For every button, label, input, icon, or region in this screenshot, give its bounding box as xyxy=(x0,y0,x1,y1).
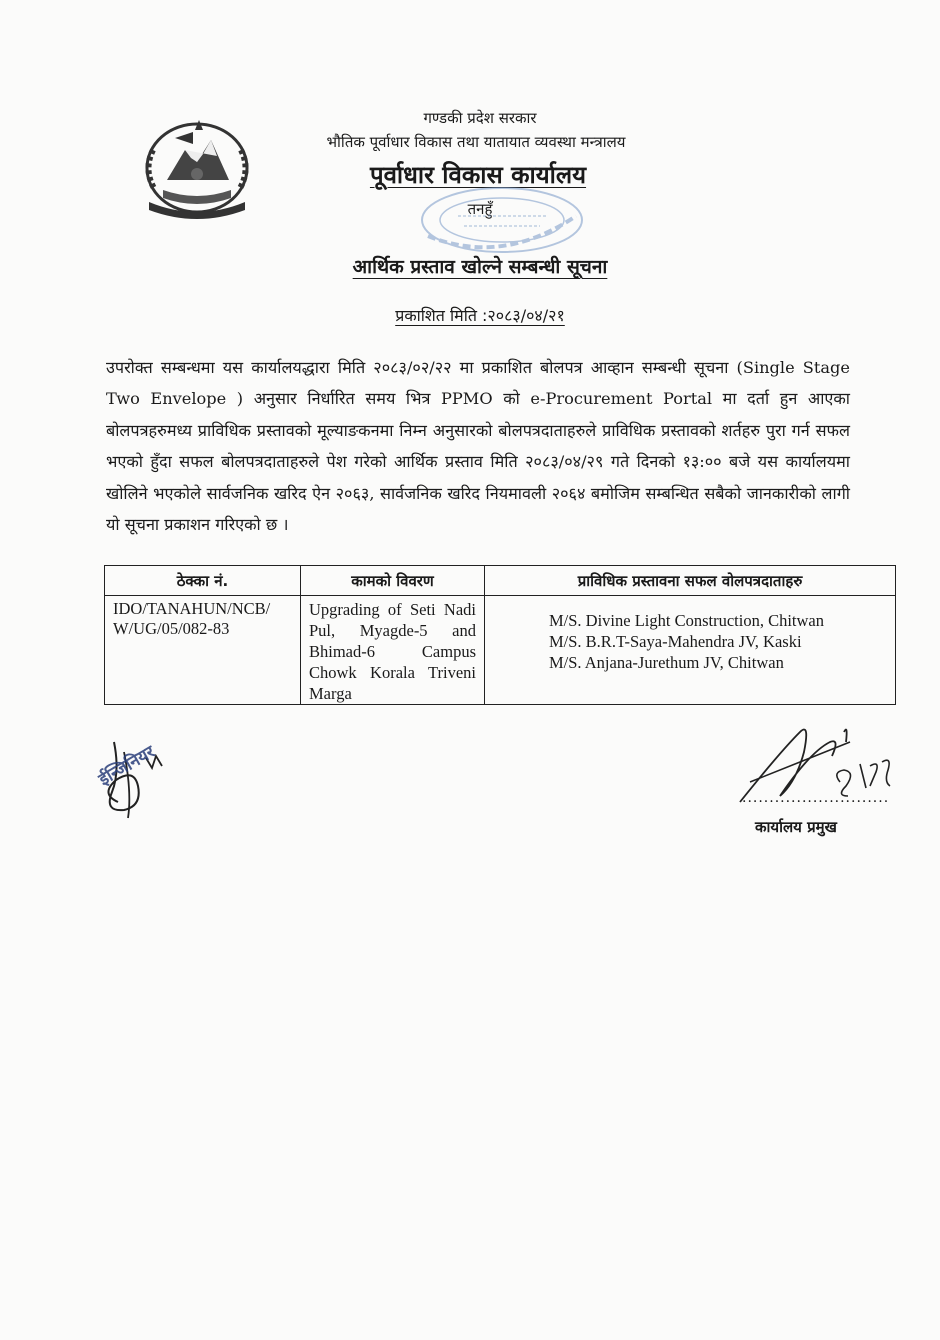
district-name: तनहुँ xyxy=(467,200,493,218)
bidder-item: M/S. Anjana-Jurethum JV, Chitwan xyxy=(549,653,784,672)
office-stamp-icon xyxy=(418,176,586,254)
successful-bidders xyxy=(485,596,896,705)
bidder-item: M/S. B.R.T-Saya-Mahendra JV, Kaski xyxy=(549,632,802,651)
engineer-signature-icon xyxy=(94,732,214,842)
header-work-description: कामको विवरण xyxy=(301,566,485,596)
contract-number-text: IDO/TANAHUN/NCB/W/UG/05/082-83 xyxy=(113,599,271,638)
work-description: Upgrading of Seti Nadi Pul, Myagde-5 and Bhimad-6 Campus Chowk Korala Triveni Marga xyxy=(301,596,485,705)
office-name: पूर्वाधार विकास कार्यालय xyxy=(369,161,587,189)
signature-dots: ........................... xyxy=(742,790,890,806)
ministry-name: भौतिक पूर्वाधार विकास तथा यातायात व्यवस्था मन्त्रालय xyxy=(326,133,626,151)
header-contract-no: ठेक्का नं. xyxy=(105,566,301,596)
contract-number xyxy=(105,596,301,705)
table-header-row xyxy=(105,566,896,596)
table-row xyxy=(105,596,896,705)
office-head-label: कार्यालय प्रमुख xyxy=(755,818,837,836)
government-name: गण्डकी प्रदेश सरकार xyxy=(423,109,537,127)
notice-body: उपरोक्त सम्बन्धमा यस कार्यालयद्धारा मिति २०८३/०२/२२ मा प्रकाशित बोलपत्र आव्हान सम्बन्धी सूचना (Single Stage Two Envelope ) अनुसार निर्धारित समय भित्र PPMO को e-Procurement Portal मा दर्ता हुन आएका बोलपत्रहरुमध्य प्राविधिक प्रस्तावको मूल्याङकनमा निम्न अनुसारको बोलपत्रदाताहरुले प्राविधिक प्रस्तावको शर्तहरु पुरा गर्न सफल भएको हुँदा सफल बोलपत्रदाताहरुले पेश गरेको आर्थिक प्रस्ताव मिति २०८३/०४/२९ गते दिनको १३:०० बजे यस कार्यालयमा खोलिने भएकोले सार्वजनिक खरिद ऐन २०६३, सार्वजनिक खरिद नियमावली २०६४ बमोजिम सम्बन्धित सबैको जानकारीको लागी यो सूचना प्रकाशन गरिएको छ । xyxy=(106,358,850,535)
bidder-item: M/S. Divine Light Construction, Chitwan xyxy=(549,611,824,630)
published-date: प्रकाशित मिति :२०८३/०४/२१ xyxy=(395,306,565,325)
header-successful-bidders: प्राविधिक प्रस्तावना सफल वोलपत्रदाताहरु xyxy=(485,566,896,596)
notice-title: आर्थिक प्रस्ताव खोल्ने सम्बन्धी सूचना xyxy=(352,256,608,278)
engineer-label: ईन्जिनियर xyxy=(95,742,159,790)
bidders-table xyxy=(104,565,896,705)
